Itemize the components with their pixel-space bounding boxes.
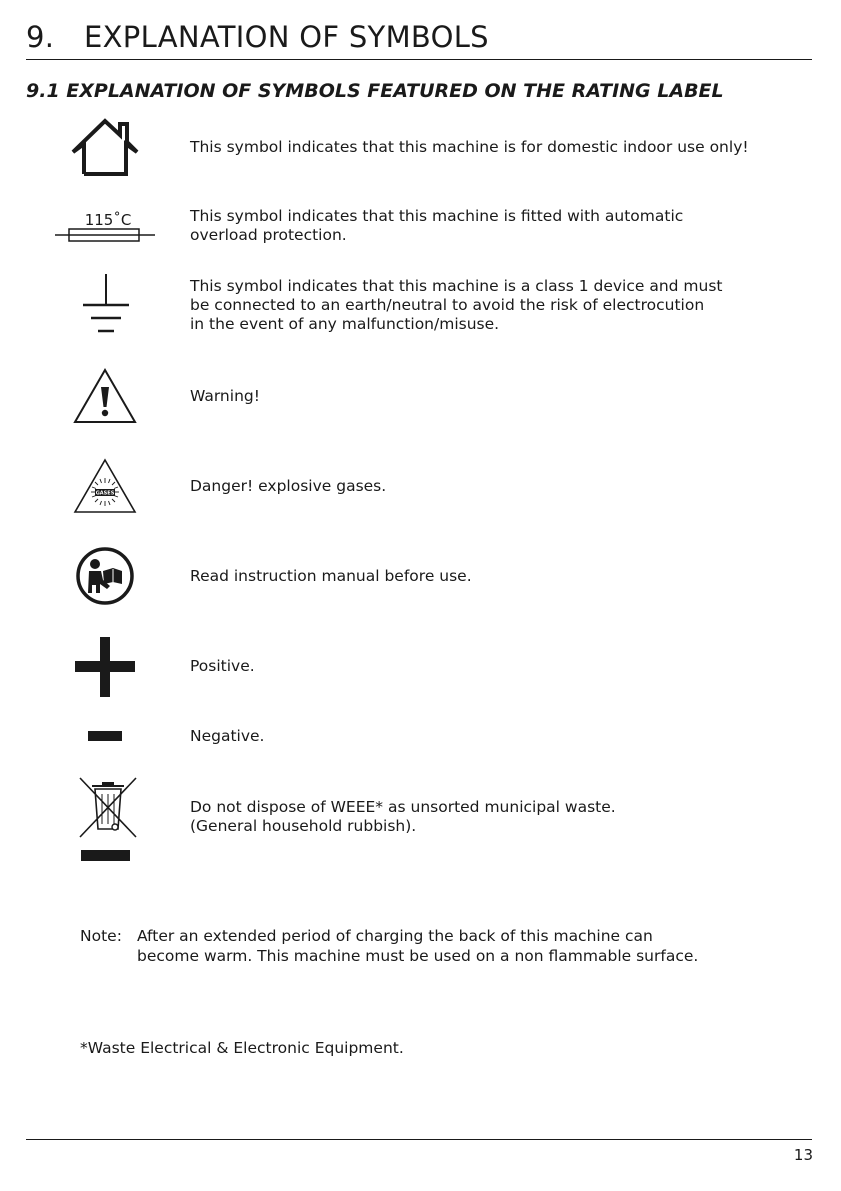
- description-line: Negative.: [190, 727, 265, 745]
- symbol-description: [190, 477, 386, 496]
- description-line: in the event of any malfunction/misuse.: [190, 315, 500, 333]
- explosive-gases-icon: [73, 458, 137, 514]
- description-line: Positive.: [190, 657, 255, 675]
- section-heading: EXPLANATION OF SYMBOLS: [84, 20, 489, 54]
- minus-icon: [88, 731, 122, 741]
- earth-ground-icon: [83, 274, 129, 336]
- description-line: overload protection.: [190, 226, 347, 244]
- note-label: Note:: [80, 927, 122, 945]
- description-line: This symbol indicates that this machine is for domestic indoor use only!: [190, 138, 749, 156]
- symbol-description: [190, 207, 683, 245]
- symbol-description: [190, 138, 749, 157]
- symbol-description: [190, 387, 260, 406]
- subsection-title: 9.1 EXPLANATION OF SYMBOLS FEATURED ON THE RATING LABEL: [26, 80, 724, 102]
- description-line: Read instruction manual before use.: [190, 567, 472, 585]
- description-line: Warning!: [190, 387, 260, 405]
- warning-triangle-icon: [73, 368, 137, 424]
- description-line: be connected to an earth/neutral to avoid the risk of electrocution: [190, 296, 705, 314]
- gases-label: GASES: [95, 490, 115, 497]
- description-line: This symbol indicates that this machine is a class 1 device and must: [190, 277, 723, 295]
- note-line: After an extended period of charging the back of this machine can: [137, 927, 653, 945]
- fuse-rating-label: 115˚C: [84, 211, 132, 229]
- symbol-description: [190, 567, 472, 586]
- description-line: Do not dispose of WEEE* as unsorted municipal waste.: [190, 798, 616, 816]
- read-manual-icon: [76, 547, 134, 605]
- plus-icon: [75, 637, 135, 697]
- symbol-description: [190, 727, 265, 746]
- symbol-description: [190, 798, 616, 836]
- title-divider: [26, 59, 812, 60]
- house-icon: [70, 118, 140, 176]
- section-title: [26, 20, 489, 54]
- footnote: *Waste Electrical & Electronic Equipment.: [80, 1039, 404, 1057]
- note-line: become warm. This machine must be used on a non flammable surface.: [137, 947, 699, 965]
- page-number: 13: [793, 1146, 813, 1164]
- description-line: Danger! explosive gases.: [190, 477, 387, 495]
- description-line: (General household rubbish).: [190, 817, 417, 835]
- fuse-icon: [55, 208, 155, 248]
- weee-crossed-bin-icon: [78, 775, 138, 863]
- symbol-description: [190, 277, 723, 334]
- footer-divider: [26, 1139, 812, 1140]
- section-number: 9.: [26, 20, 55, 54]
- description-line: This symbol indicates that this machine is fitted with automatic: [190, 207, 684, 225]
- symbol-description: [190, 657, 255, 676]
- note-body: [137, 926, 698, 966]
